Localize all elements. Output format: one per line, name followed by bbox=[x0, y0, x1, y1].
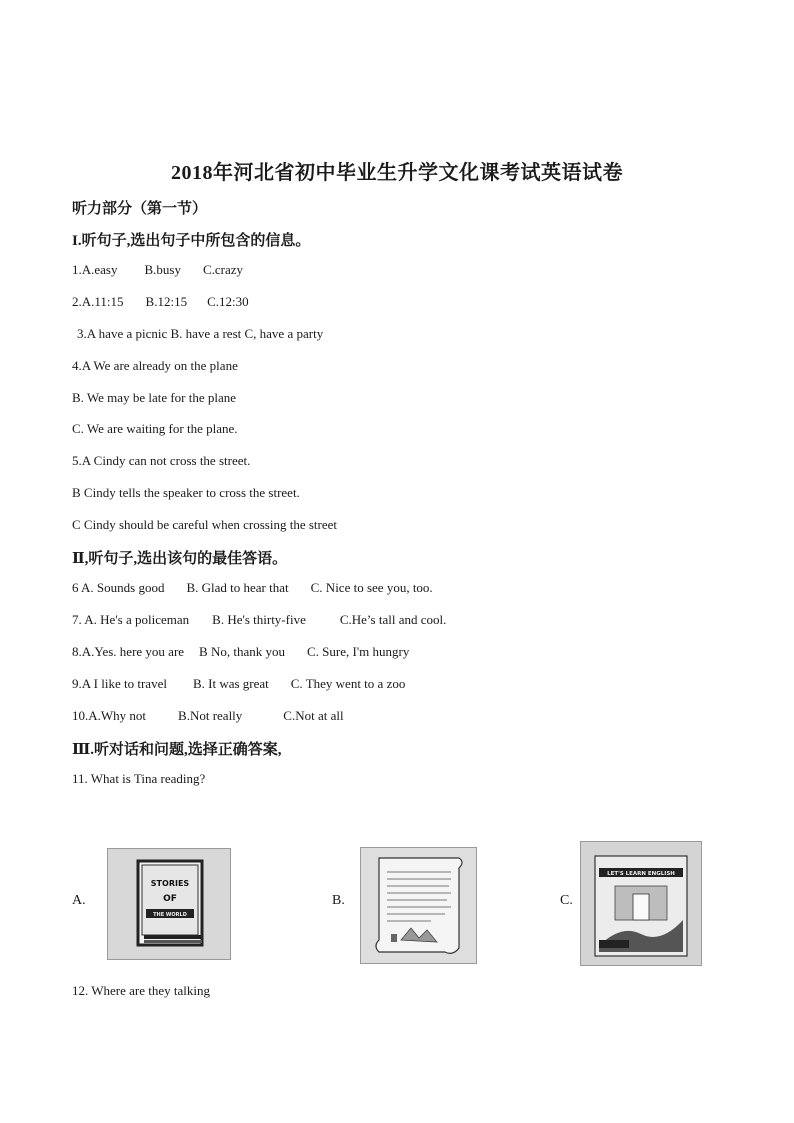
letter-illustration bbox=[361, 848, 476, 963]
part1-heading: I.听句子,选出句子中所包含的信息。 bbox=[72, 233, 311, 249]
q7-option-b: B. He's thirty-five bbox=[212, 612, 306, 627]
part3-heading: Ⅲ.听对话和问题,选择正确答案, bbox=[72, 742, 282, 758]
question-6 bbox=[72, 580, 433, 596]
question-1 bbox=[72, 262, 243, 278]
question-9 bbox=[72, 676, 405, 692]
q8-option-a: 8.A.Yes. here you are bbox=[72, 644, 185, 659]
question-11: 11. What is Tina reading? bbox=[72, 771, 206, 786]
q11-option-c-label: C. bbox=[560, 893, 573, 908]
q11-option-c-magazine-image bbox=[580, 841, 702, 966]
q1-option-c: C.crazy bbox=[202, 262, 244, 277]
book-illustration bbox=[108, 849, 230, 959]
question-4-option-c: C. We are waiting for the plane. bbox=[72, 421, 238, 436]
page-title: 2018年河北省初中毕业生升学文化课考试英语试卷 bbox=[171, 162, 623, 184]
q2-option-c: C.12:30 bbox=[207, 294, 249, 309]
part2-heading: Ⅱ,听句子,选出该句的最佳答语。 bbox=[72, 551, 288, 567]
question-2 bbox=[72, 294, 249, 310]
magazine-title: LET'S LEARN ENGLISH bbox=[607, 871, 675, 877]
q2-option-a: 2.A.11:15 bbox=[72, 294, 124, 309]
section-listening-heading: 听力部分（第一节） bbox=[72, 201, 208, 217]
q11-option-a-label: A. bbox=[72, 893, 86, 908]
q6-option-a: 6 A. Sounds good bbox=[72, 580, 165, 595]
question-5-option-a: 5.A Cindy can not cross the street. bbox=[72, 453, 251, 468]
q11-option-a-book-image bbox=[107, 848, 231, 960]
q10-option-c: C.Not at all bbox=[283, 708, 344, 723]
q11-option-b-letter-image bbox=[360, 847, 477, 964]
q1-option-b: B.busy bbox=[144, 262, 181, 277]
q10-option-b: B.Not really bbox=[178, 708, 243, 723]
question-5-option-c: C Cindy should be careful when crossing the street bbox=[72, 517, 337, 532]
q9-option-b: B. It was great bbox=[192, 676, 269, 691]
q10-option-a: 10.A.Why not bbox=[72, 708, 147, 723]
book-title-line1: STORIES bbox=[150, 879, 190, 888]
q8-option-c: C. Sure, I'm hungry bbox=[307, 644, 410, 659]
q11-option-b-label: B. bbox=[332, 893, 345, 908]
book-title-line2: OF bbox=[163, 894, 177, 904]
q7-option-a: 7. A. He's a policeman bbox=[72, 612, 190, 627]
magazine-illustration bbox=[581, 842, 701, 965]
question-8 bbox=[72, 644, 409, 660]
question-4-option-a: 4.A We are already on the plane bbox=[72, 358, 238, 373]
question-12: 12. Where are they talking bbox=[72, 983, 211, 998]
q9-option-c: C. They went to a zoo bbox=[290, 676, 406, 691]
question-10 bbox=[72, 708, 344, 724]
question-5-option-b: B Cindy tells the speaker to cross the street. bbox=[72, 485, 300, 500]
question-4-option-b: B. We may be late for the plane bbox=[72, 390, 237, 405]
question-7 bbox=[72, 612, 446, 628]
q8-option-b: B No, thank you bbox=[199, 644, 285, 659]
question-3: 3.A have a picnic B. have a rest C, have a party bbox=[77, 326, 324, 341]
q7-option-c: C.He’s tall and cool. bbox=[339, 612, 447, 627]
q2-option-b: B.12:15 bbox=[145, 294, 188, 309]
book-title-line3: THE WORLD bbox=[153, 912, 187, 918]
q1-option-a: 1.A.easy bbox=[72, 262, 118, 277]
q6-option-b: B. Glad to hear that bbox=[186, 580, 289, 595]
q6-option-c: C. Nice to see you, too. bbox=[310, 580, 433, 595]
q9-option-a: 9.A I like to travel bbox=[72, 676, 167, 691]
